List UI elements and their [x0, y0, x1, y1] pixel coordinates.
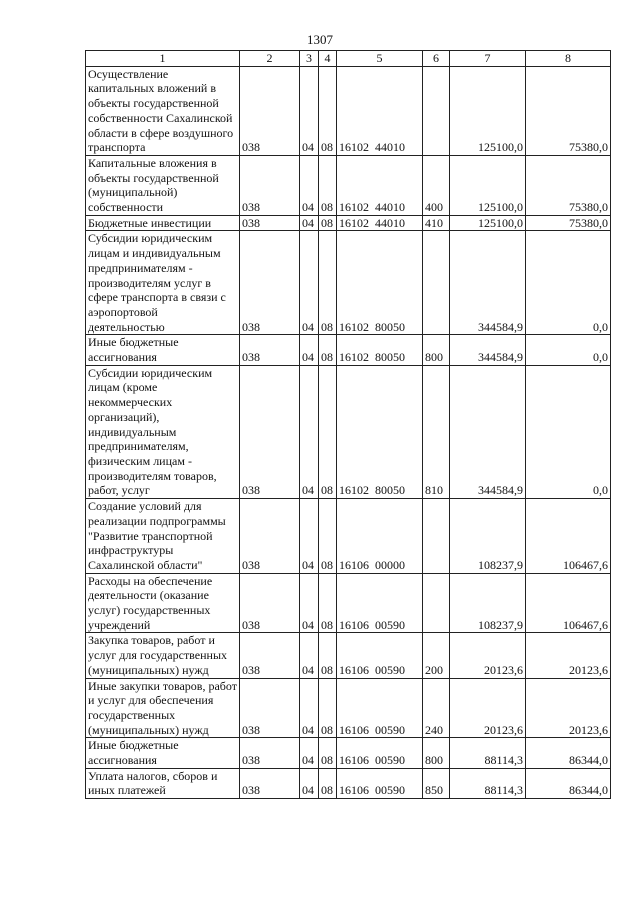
target-article-suffix: 00590	[375, 783, 405, 798]
expense-type-cell	[423, 499, 450, 574]
target-article-suffix: 00590	[375, 662, 405, 677]
amount-year1-cell: 344584,9	[450, 231, 526, 335]
expense-type-cell	[423, 66, 450, 155]
subsection-cell: 08	[319, 155, 337, 215]
target-article-cell	[337, 738, 423, 768]
amount-year1-cell: 108237,9	[450, 573, 526, 633]
column-header: 4	[319, 51, 337, 67]
target-article-prefix: 16106	[339, 753, 369, 768]
subsection-cell: 08	[319, 365, 337, 498]
amount-year1-cell: 125100,0	[450, 66, 526, 155]
expense-type-cell: 800	[423, 335, 450, 365]
amount-year2-cell: 75380,0	[526, 215, 611, 231]
target-article-suffix: 00590	[375, 617, 405, 632]
expense-type-cell: 410	[423, 215, 450, 231]
expense-type-cell: 850	[423, 768, 450, 798]
grbs-cell: 038	[240, 768, 300, 798]
target-article-prefix: 16102	[339, 215, 369, 230]
grbs-cell: 038	[240, 573, 300, 633]
target-article-prefix: 16106	[339, 662, 369, 677]
expense-type-cell: 400	[423, 155, 450, 215]
target-article-prefix: 16106	[339, 617, 369, 632]
expense-type-cell: 240	[423, 678, 450, 738]
target-article-cell	[337, 231, 423, 335]
target-article-cell	[337, 365, 423, 498]
target-article-prefix: 16102	[339, 483, 369, 498]
grbs-cell: 038	[240, 738, 300, 768]
subsection-cell: 08	[319, 335, 337, 365]
target-article-suffix: 80050	[375, 483, 405, 498]
expense-type-cell	[423, 231, 450, 335]
row-name-cell: Осуществление капитальных вложений в объекты государственной собственности Сахалинской области в сфере воздушного транспорта	[86, 66, 240, 155]
amount-year1-cell: 125100,0	[450, 155, 526, 215]
table-row	[86, 678, 611, 738]
amount-year1-cell: 88114,3	[450, 738, 526, 768]
table-row	[86, 66, 611, 155]
amount-year2-cell: 106467,6	[526, 573, 611, 633]
subsection-cell: 08	[319, 738, 337, 768]
table-row	[86, 155, 611, 215]
amount-year2-cell: 20123,6	[526, 633, 611, 678]
amount-year1-cell: 88114,3	[450, 768, 526, 798]
expense-type-cell: 800	[423, 738, 450, 768]
row-name-cell: Капитальные вложения в объекты государственной (муниципальной) собственности	[86, 155, 240, 215]
row-name-cell: Иные закупки товаров, работ и услуг для обеспечения государственных (муниципальных) нужд	[86, 678, 240, 738]
amount-year1-cell: 125100,0	[450, 215, 526, 231]
table-row	[86, 499, 611, 574]
target-article-cell	[337, 215, 423, 231]
target-article-prefix: 16106	[339, 783, 369, 798]
subsection-cell: 08	[319, 215, 337, 231]
table-row	[86, 231, 611, 335]
section-cell: 04	[300, 678, 319, 738]
table-row	[86, 768, 611, 798]
column-header: 7	[450, 51, 526, 67]
target-article-prefix: 16102	[339, 200, 369, 215]
target-article-cell	[337, 768, 423, 798]
row-name-cell: Иные бюджетные ассигнования	[86, 335, 240, 365]
section-cell: 04	[300, 215, 319, 231]
section-cell: 04	[300, 633, 319, 678]
grbs-cell: 038	[240, 231, 300, 335]
row-name-cell: Создание условий для реализации подпрограммы "Развитие транспортной инфраструктуры Сахалинской области"	[86, 499, 240, 574]
row-name-cell: Расходы на обеспечение деятельности (оказание услуг) государственных учреждений	[86, 573, 240, 633]
target-article-prefix: 16102	[339, 350, 369, 365]
grbs-cell: 038	[240, 66, 300, 155]
section-cell: 04	[300, 335, 319, 365]
amount-year1-cell: 344584,9	[450, 335, 526, 365]
section-cell: 04	[300, 499, 319, 574]
amount-year2-cell: 0,0	[526, 335, 611, 365]
target-article-suffix: 80050	[375, 350, 405, 365]
target-article-suffix: 44010	[375, 140, 405, 155]
target-article-cell	[337, 573, 423, 633]
target-article-cell	[337, 155, 423, 215]
target-article-suffix: 44010	[375, 200, 405, 215]
amount-year1-cell: 108237,9	[450, 499, 526, 574]
target-article-prefix: 16106	[339, 722, 369, 737]
column-header: 1	[86, 51, 240, 67]
table-row	[86, 738, 611, 768]
target-article-suffix: 80050	[375, 319, 405, 334]
amount-year1-cell: 20123,6	[450, 633, 526, 678]
row-name-cell: Уплата налогов, сборов и иных платежей	[86, 768, 240, 798]
target-article-suffix: 00590	[375, 753, 405, 768]
target-article-cell	[337, 633, 423, 678]
header-row	[86, 51, 611, 67]
column-header: 2	[240, 51, 300, 67]
subsection-cell: 08	[319, 633, 337, 678]
row-name-cell: Закупка товаров, работ и услуг для государственных (муниципальных) нужд	[86, 633, 240, 678]
subsection-cell: 08	[319, 768, 337, 798]
section-cell: 04	[300, 365, 319, 498]
amount-year2-cell: 86344,0	[526, 768, 611, 798]
amount-year2-cell: 75380,0	[526, 155, 611, 215]
row-name-cell: Бюджетные инвестиции	[86, 215, 240, 231]
section-cell: 04	[300, 738, 319, 768]
column-header: 8	[526, 51, 611, 67]
subsection-cell: 08	[319, 573, 337, 633]
budget-table	[85, 50, 611, 799]
table-body	[86, 66, 611, 798]
amount-year1-cell: 344584,9	[450, 365, 526, 498]
row-name-cell: Иные бюджетные ассигнования	[86, 738, 240, 768]
amount-year1-cell: 20123,6	[450, 678, 526, 738]
target-article-suffix: 00590	[375, 722, 405, 737]
target-article-prefix: 16102	[339, 319, 369, 334]
grbs-cell: 038	[240, 499, 300, 574]
section-cell: 04	[300, 768, 319, 798]
target-article-prefix: 16106	[339, 557, 369, 572]
expense-type-cell: 200	[423, 633, 450, 678]
subsection-cell: 08	[319, 66, 337, 155]
grbs-cell: 038	[240, 365, 300, 498]
target-article-cell	[337, 678, 423, 738]
column-header: 6	[423, 51, 450, 67]
subsection-cell: 08	[319, 499, 337, 574]
table-row	[86, 215, 611, 231]
amount-year2-cell: 75380,0	[526, 66, 611, 155]
table-row	[86, 633, 611, 678]
section-cell: 04	[300, 231, 319, 335]
amount-year2-cell: 106467,6	[526, 499, 611, 574]
target-article-cell	[337, 335, 423, 365]
target-article-prefix: 16102	[339, 140, 369, 155]
column-header: 3	[300, 51, 319, 67]
grbs-cell: 038	[240, 633, 300, 678]
section-cell: 04	[300, 155, 319, 215]
target-article-cell	[337, 66, 423, 155]
amount-year2-cell: 86344,0	[526, 738, 611, 768]
amount-year2-cell: 0,0	[526, 231, 611, 335]
table-row	[86, 335, 611, 365]
section-cell: 04	[300, 66, 319, 155]
table-row	[86, 365, 611, 498]
grbs-cell: 038	[240, 678, 300, 738]
expense-type-cell	[423, 573, 450, 633]
grbs-cell: 038	[240, 335, 300, 365]
expense-type-cell: 810	[423, 365, 450, 498]
subsection-cell: 08	[319, 678, 337, 738]
target-article-suffix: 44010	[375, 215, 405, 230]
amount-year2-cell: 20123,6	[526, 678, 611, 738]
row-name-cell: Субсидии юридическим лицам (кроме некоммерческих организаций), индивидуальным предпринимателям, физическим лицам - производителям товаров, работ, услуг	[86, 365, 240, 498]
grbs-cell: 038	[240, 155, 300, 215]
column-header: 5	[337, 51, 423, 67]
table-row	[86, 573, 611, 633]
page-number: 1307	[307, 32, 333, 47]
grbs-cell: 038	[240, 215, 300, 231]
target-article-suffix: 00000	[375, 557, 405, 572]
amount-year2-cell: 0,0	[526, 365, 611, 498]
section-cell: 04	[300, 573, 319, 633]
target-article-cell	[337, 499, 423, 574]
subsection-cell: 08	[319, 231, 337, 335]
row-name-cell: Субсидии юридическим лицам и индивидуальным предпринимателям - производителям услуг в сфере транспорта в связи с аэропортовой деятельностью	[86, 231, 240, 335]
